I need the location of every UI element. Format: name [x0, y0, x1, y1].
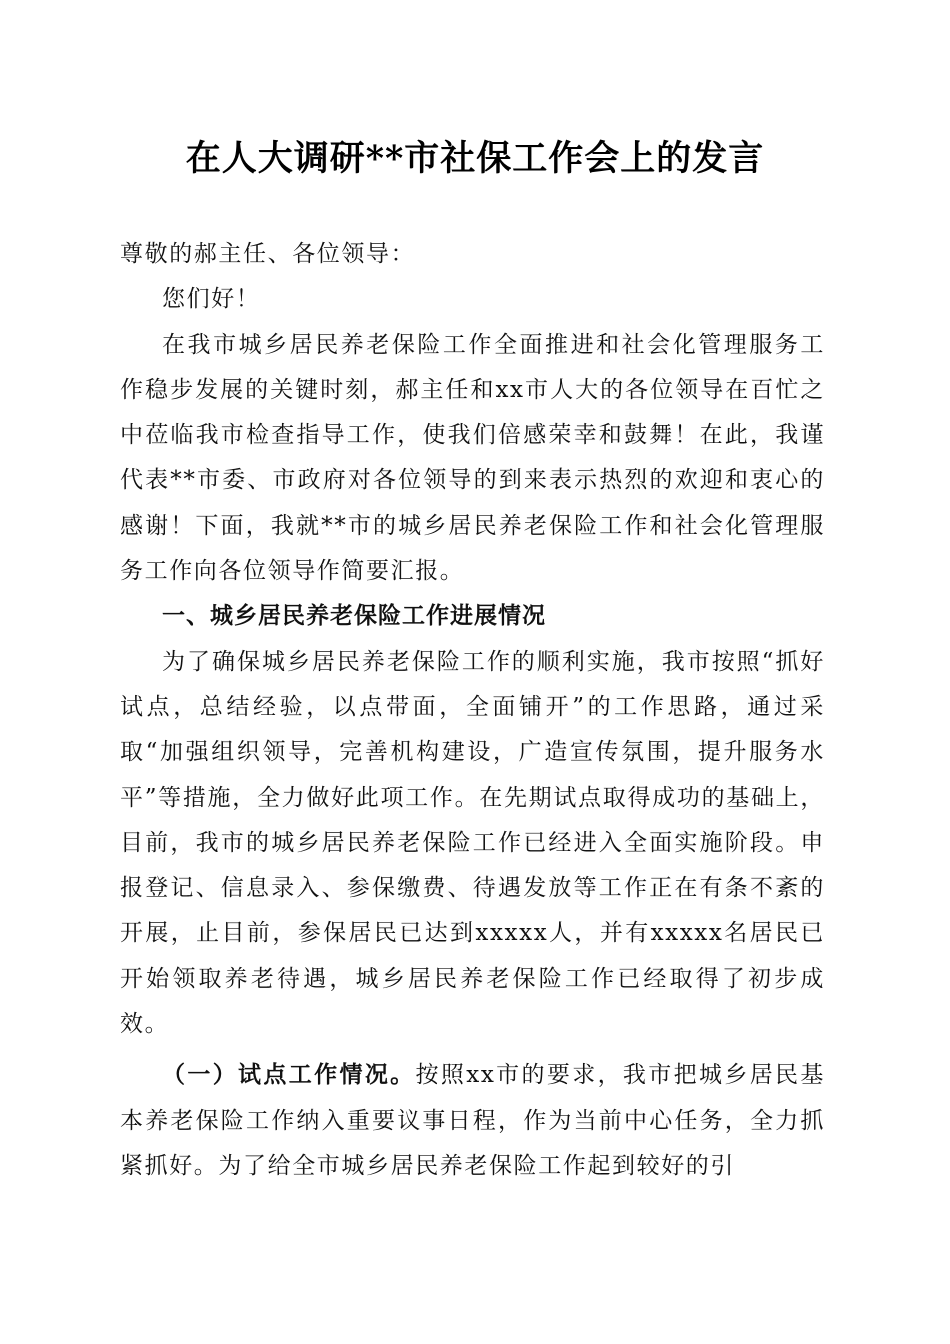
- subsection-1-paragraph: [120, 1053, 825, 1189]
- intro-paragraph: 在我市城乡居民养老保险工作全面推进和社会化管理服务工作稳步发展的关键时刻，郝主任和xx市人大的各位领导在百忙之中莅临我市检查指导工作，使我们倍感荣幸和鼓舞！在此，我谨代表**市委、市政府对各位领导的到来表示热烈的欢迎和衷心的感谢！下面，我就**市的城乡居民养老保险工作和社会化管理服务工作向各位领导作简要汇报。: [120, 331, 825, 585]
- salutation: 尊敬的郝主任、各位领导：: [120, 241, 416, 267]
- subsection-heading-1: （一）试点工作情况。: [162, 1062, 416, 1089]
- document-title: 在人大调研**市社保工作会上的发言: [185, 138, 765, 179]
- subsection-1-text: 按照xx市的要求，我市把城乡居民基本养老保险工作纳入重要议事日程，作为当前中心任务，全力抓紧抓好。为了给全市城乡居民养老保险工作起到较好的引: [120, 1062, 825, 1179]
- greeting: 您们好！: [162, 286, 261, 313]
- section-heading-1: 一、城乡居民养老保险工作进展情况: [162, 603, 546, 630]
- document-body: [120, 232, 825, 1189]
- section-1-paragraph: 为了确保城乡居民养老保险工作的顺利实施，我市按照“抓好试点，总结经验，以点带面，全面铺开”的工作思路，通过采取“加强组织领导，完善机构建设，广造宣传氛围，提升服务水平”等措施，全力做好此项工作。在先期试点取得成功的基础上，目前，我市的城乡居民养老保险工作已经进入全面实施阶段。申报登记、信息录入、参保缴费、待遇发放等工作正在有条不紊的开展，止目前，参保居民已达到xxxxx人，并有xxxxx名居民已开始领取养老待遇，城乡居民养老保险工作已经取得了初步成效。: [120, 648, 825, 1038]
